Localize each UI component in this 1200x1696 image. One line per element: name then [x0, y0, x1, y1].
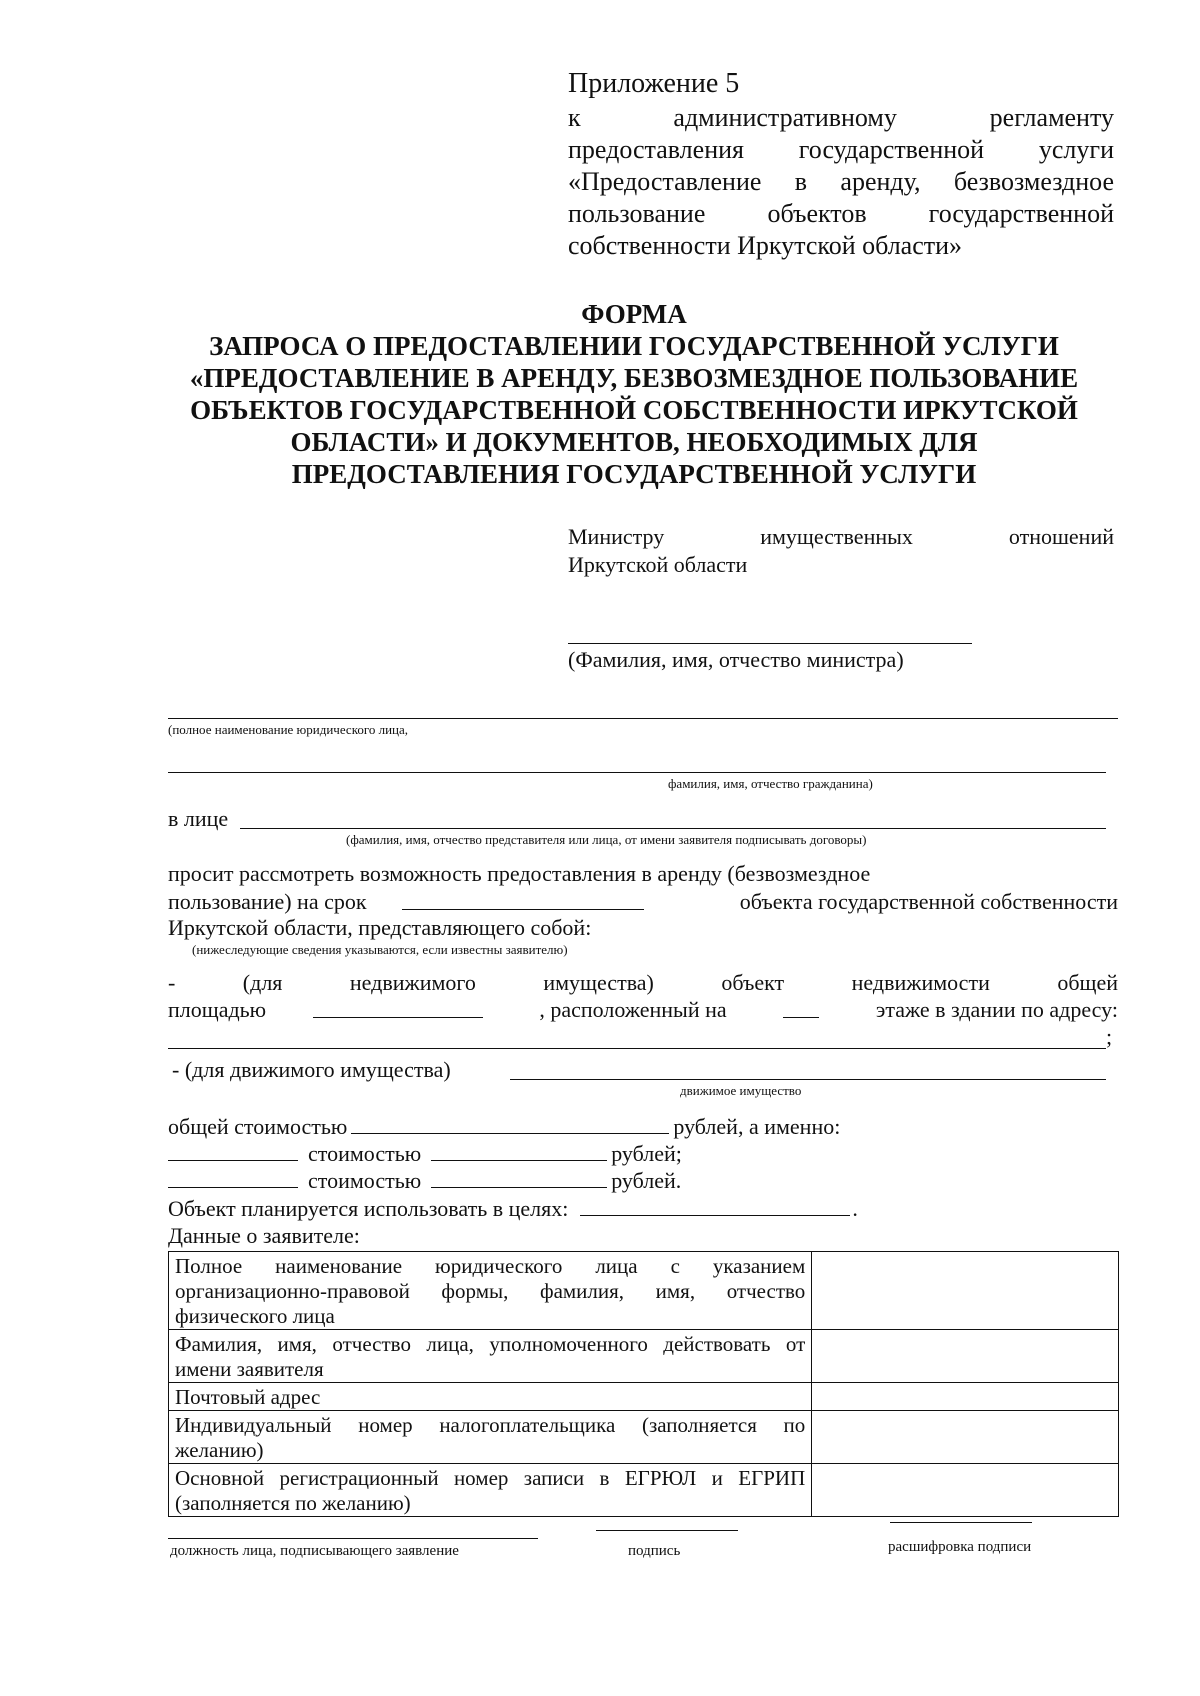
table-row-value[interactable] [812, 1411, 1119, 1464]
minister-name-field[interactable] [568, 579, 972, 644]
appendix-line: предоставления государственной услуги [568, 135, 1114, 164]
total-cost-label: общей стоимостью [168, 1114, 348, 1139]
movable-caption: движимое имущество [680, 1083, 802, 1098]
table-row-value[interactable] [812, 1464, 1119, 1517]
table-row-value[interactable] [812, 1330, 1119, 1383]
applicant-data-heading: Данные о заявителе: [168, 1223, 360, 1248]
appendix-line: пользование объектов государственной [568, 199, 1114, 228]
legal-name-field[interactable] [168, 718, 1118, 719]
request-term-row [168, 889, 1118, 915]
total-cost-field[interactable] [351, 1113, 669, 1134]
table-row-label: Фамилия, имя, отчество лица, уполномоченного действовать от имени заявителя [169, 1330, 812, 1383]
real-estate-row [168, 970, 1118, 996]
representative-caption: (фамилия, имя, отчество представителя или лица, от имени заявителя подписывать договоры) [346, 832, 867, 847]
title-line: ФОРМА [581, 299, 687, 329]
item-cost-suffix: рублей; [611, 1141, 682, 1166]
table-row [169, 1383, 1119, 1411]
table-row-value[interactable] [812, 1383, 1119, 1411]
addressee-line: Министру имущественных отношений [568, 524, 1114, 549]
movable-label: - (для движимого имущества) [172, 1057, 451, 1082]
table-row [169, 1252, 1119, 1330]
request-line: Иркутской области, представляющего собой: [168, 915, 592, 940]
real-estate-label: - (для недвижимого имущества) объект недвижимости общей [168, 970, 1118, 995]
transcript-field[interactable] [890, 1522, 1032, 1523]
table-row-label: Индивидуальный номер налогоплательщика (заполняется по желанию) [169, 1411, 812, 1464]
title-line: ОБЪЕКТОВ ГОСУДАРСТВЕННОЙ СОБСТВЕННОСТИ ИРКУТСКОЙ [190, 395, 1078, 425]
table-row-label: Почтовый адрес [169, 1383, 812, 1411]
request-term-label: пользование) на срок [168, 889, 367, 914]
table-row-value[interactable] [812, 1252, 1119, 1330]
cost-row [168, 1113, 840, 1140]
appendix-header [568, 68, 1114, 262]
cost-item-row [168, 1140, 682, 1167]
request-note: (нижеследующие сведения указываются, если известны заявителю) [192, 942, 568, 957]
purpose-row [168, 1195, 858, 1222]
request-line: просит рассмотреть возможность предоставления в аренду (безвозмездное [168, 861, 871, 886]
item-cost-field[interactable] [431, 1140, 607, 1161]
representative-name-field[interactable] [240, 828, 1106, 829]
title-line: ПРЕДОСТАВЛЕНИЯ ГОСУДАРСТВЕННОЙ УСЛУГИ [291, 459, 977, 489]
total-cost-suffix: рублей, а именно: [673, 1114, 841, 1139]
item-cost-label: стоимостью [308, 1141, 422, 1166]
cost-item-row [168, 1167, 681, 1194]
address-end: ; [1106, 1024, 1113, 1049]
table-row-label: Полное наименование юридического лица с указанием организационно-правовой формы, фамилия, имя, отчество физического лица [169, 1252, 812, 1330]
table-row [169, 1330, 1119, 1383]
title-line: ЗАПРОСА О ПРЕДОСТАВЛЕНИИ ГОСУДАРСТВЕННОЙ УСЛУГИ [209, 331, 1059, 361]
legal-name-caption: (полное наименование юридического лица, [168, 722, 409, 737]
floor-field[interactable] [783, 997, 819, 1018]
transcript-caption: расшифровка подписи [888, 1539, 1032, 1555]
title-line: «ПРЕДОСТАВЛЕНИЕ В АРЕНДУ, БЕЗВОЗМЕЗДНОЕ ПОЛЬЗОВАНИЕ [189, 363, 1079, 393]
purpose-field[interactable] [580, 1195, 850, 1216]
citizen-name-caption: фамилия, имя, отчество гражданина) [668, 776, 873, 791]
purpose-label: Объект планируется использовать в целях: [168, 1196, 569, 1221]
term-field[interactable] [402, 889, 644, 910]
appendix-line: к административному регламенту [568, 103, 1114, 132]
represented-by-label: в лице [168, 806, 229, 831]
applicant-data-table [168, 1251, 1119, 1517]
located-label: , расположенный на [539, 997, 727, 1022]
request-object-label: объекта государственной собственности [739, 889, 1118, 914]
appendix-number: Приложение 5 [568, 68, 740, 99]
citizen-name-field[interactable] [168, 772, 1106, 773]
position-field[interactable] [168, 1538, 538, 1539]
item-name-field[interactable] [168, 1167, 298, 1188]
signature-field[interactable] [596, 1530, 738, 1531]
appendix-line: собственности Иркутской области» [568, 231, 963, 260]
item-cost-label: стоимостью [308, 1168, 422, 1193]
table-row-label: Основной регистрационный номер записи в ЕГРЮЛ и ЕГРИП (заполняется по желанию) [169, 1464, 812, 1517]
item-cost-field[interactable] [431, 1167, 607, 1188]
real-estate-area-row [168, 997, 1118, 1023]
area-field[interactable] [313, 997, 483, 1018]
addressee-block [568, 523, 1114, 674]
form-title [150, 298, 1118, 490]
table-row [169, 1411, 1119, 1464]
address-label: этаже в здании по адресу: [875, 997, 1118, 1022]
area-label: площадью [168, 997, 267, 1022]
appendix-line: «Предоставление в аренду, безвозмездное [568, 167, 1114, 196]
title-line: ОБЛАСТИ» И ДОКУМЕНТОВ, НЕОБХОДИМЫХ ДЛЯ [290, 427, 978, 457]
signature-caption: подпись [628, 1543, 681, 1559]
minister-name-caption: (Фамилия, имя, отчество министра) [568, 647, 904, 672]
item-cost-suffix: рублей. [611, 1168, 682, 1193]
addressee-line: Иркутской области [568, 552, 748, 577]
item-name-field[interactable] [168, 1140, 298, 1161]
table-row [169, 1464, 1119, 1517]
address-field[interactable] [168, 1048, 1106, 1049]
position-caption: должность лица, подписывающего заявление [170, 1543, 459, 1559]
movable-field[interactable] [510, 1079, 1106, 1080]
purpose-end: . [852, 1196, 858, 1221]
